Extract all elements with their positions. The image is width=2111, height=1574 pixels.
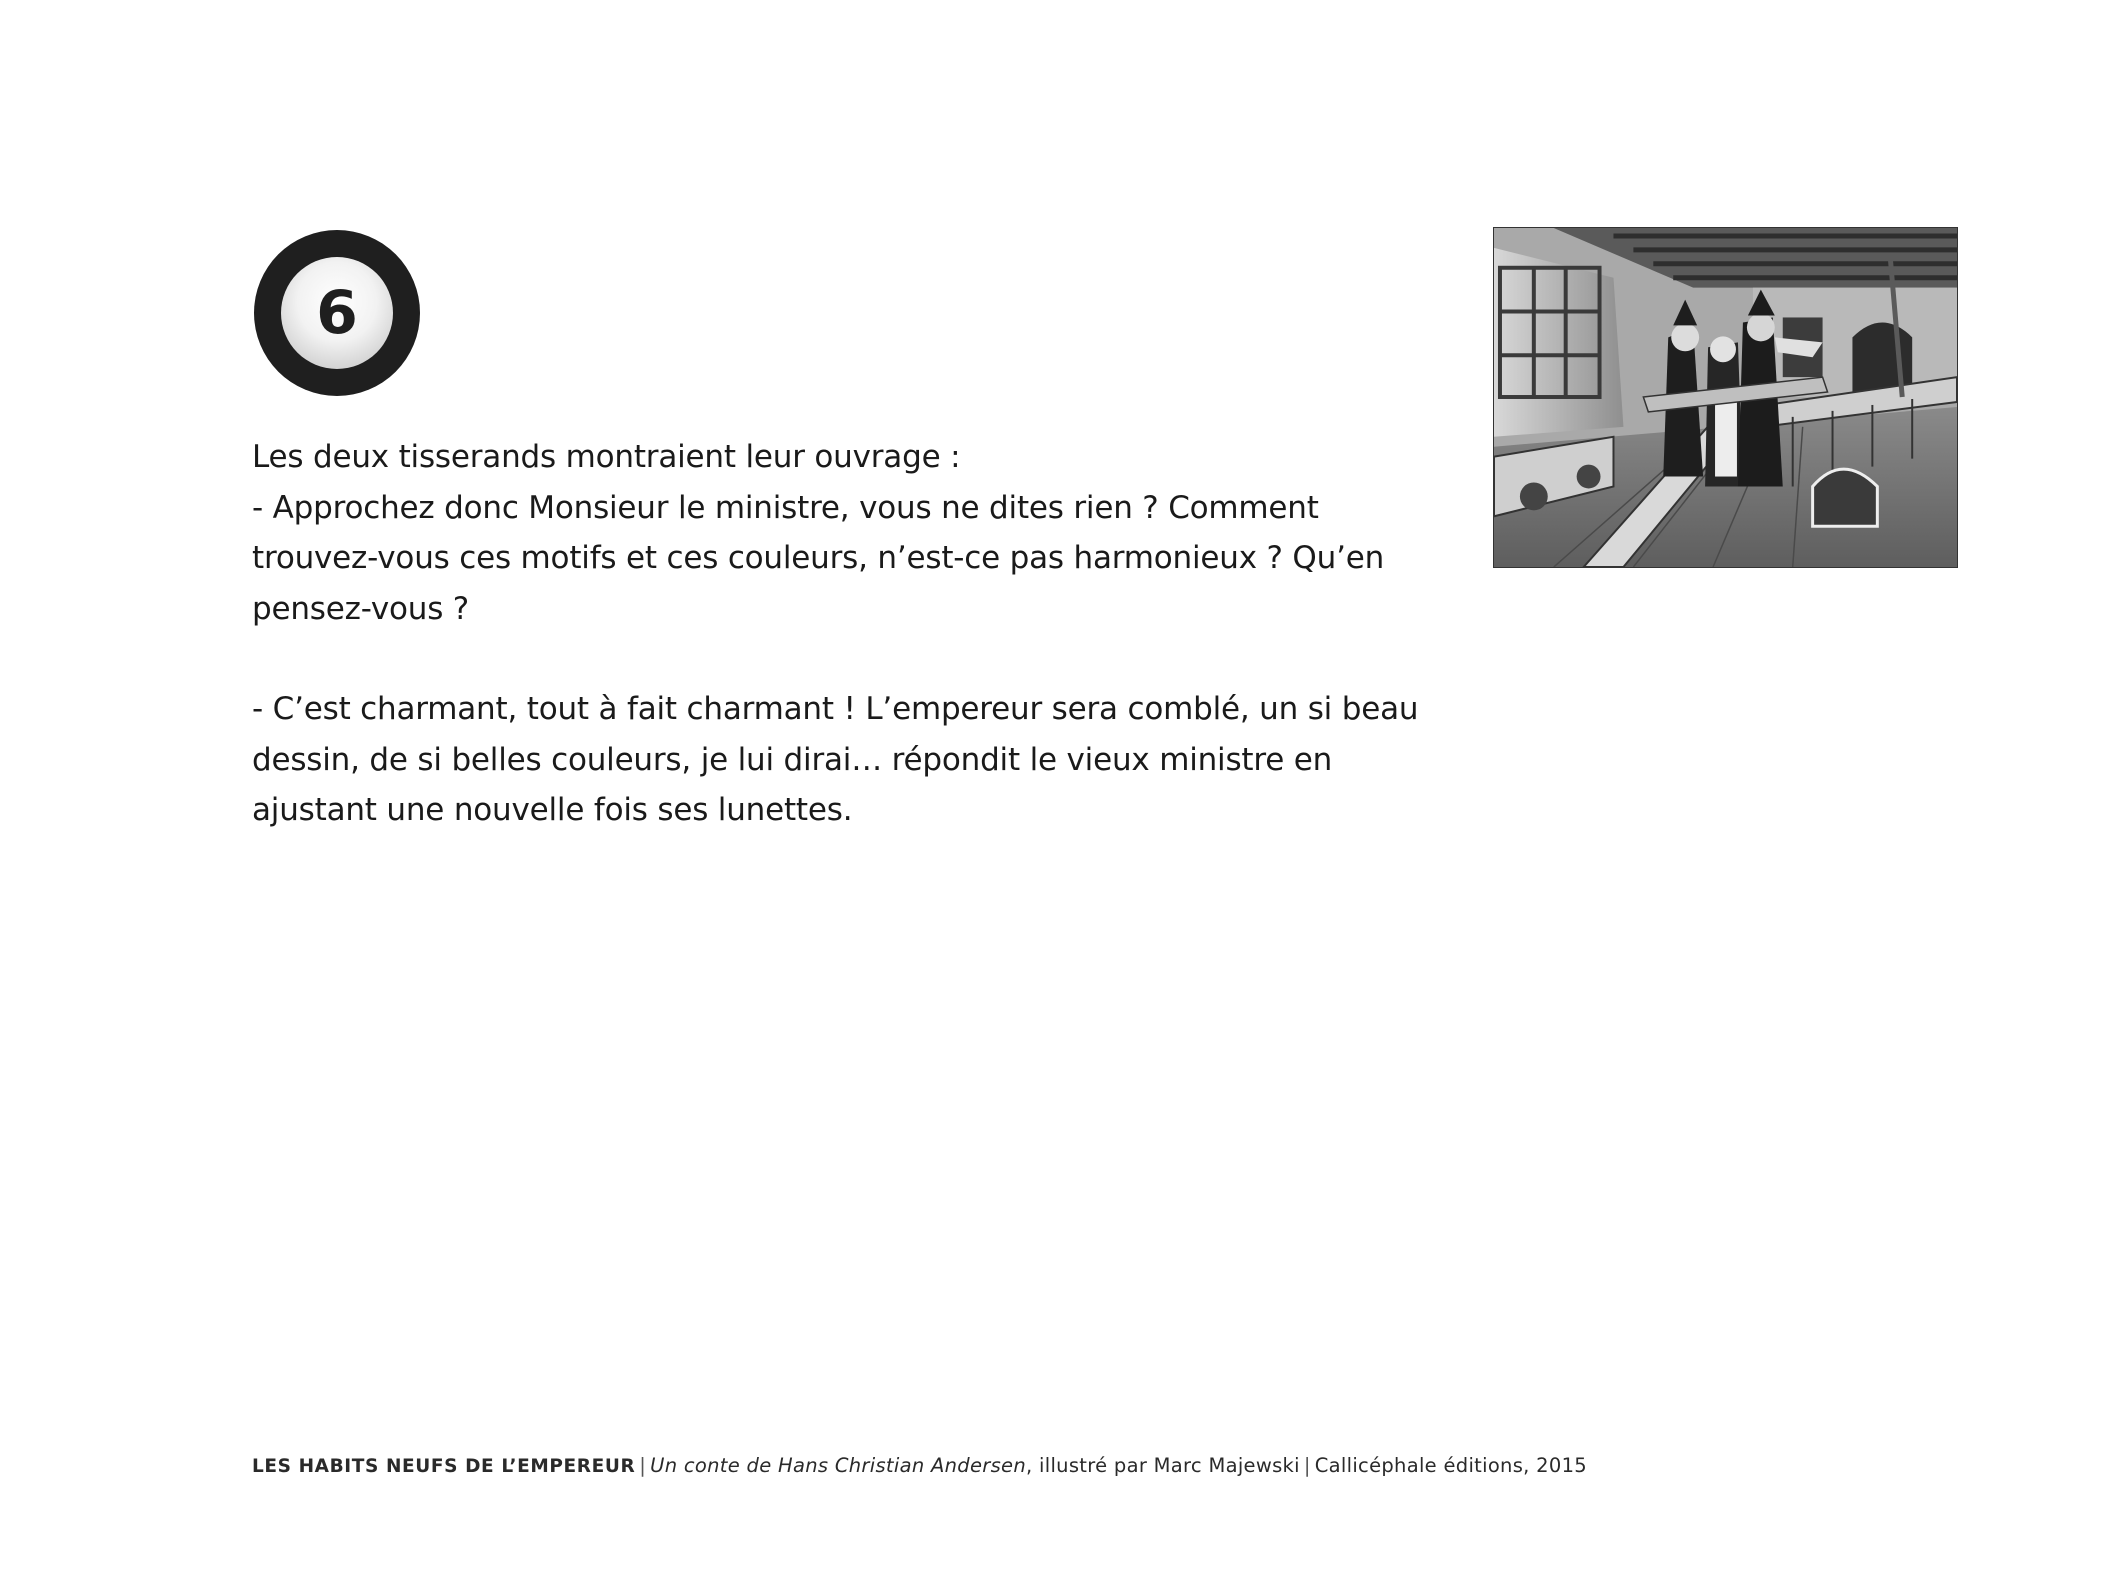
story-text bbox=[252, 432, 1452, 836]
footer-publisher: Callicéphale éditions, 2015 bbox=[1314, 1454, 1587, 1477]
story-paragraph-2: - C’est charmant, tout à fait charmant ! L’empereur sera comblé, un si beau dessin, de si belles couleurs, je lui dirai… répondit le vieux ministre en ajustant une nouvelle fois ses lunettes. bbox=[252, 691, 1419, 828]
footer-credits bbox=[252, 1454, 1587, 1477]
story-paragraph-1: Les deux tisserands montraient leur ouvrage : - Approchez donc Monsieur le ministre, vous ne dites rien ? Comment trouvez-vous ces motifs et ces couleurs, n’est-ce pas harmonieux ? Qu’en pensez-vous ? bbox=[252, 439, 1385, 627]
page-number-badge bbox=[254, 230, 420, 396]
weavers-workshop-illustration bbox=[1493, 227, 1958, 568]
footer-separator-2: | bbox=[1303, 1454, 1311, 1477]
footer-book-title: LES HABITS NEUFS DE L’EMPEREUR bbox=[252, 1456, 636, 1477]
footer-subtitle: Un conte de Hans Christian Andersen bbox=[650, 1454, 1027, 1477]
footer-separator: | bbox=[639, 1454, 647, 1477]
page-number: 6 bbox=[281, 257, 393, 369]
footer-illustrator: , illustré par Marc Majewski bbox=[1026, 1454, 1300, 1477]
